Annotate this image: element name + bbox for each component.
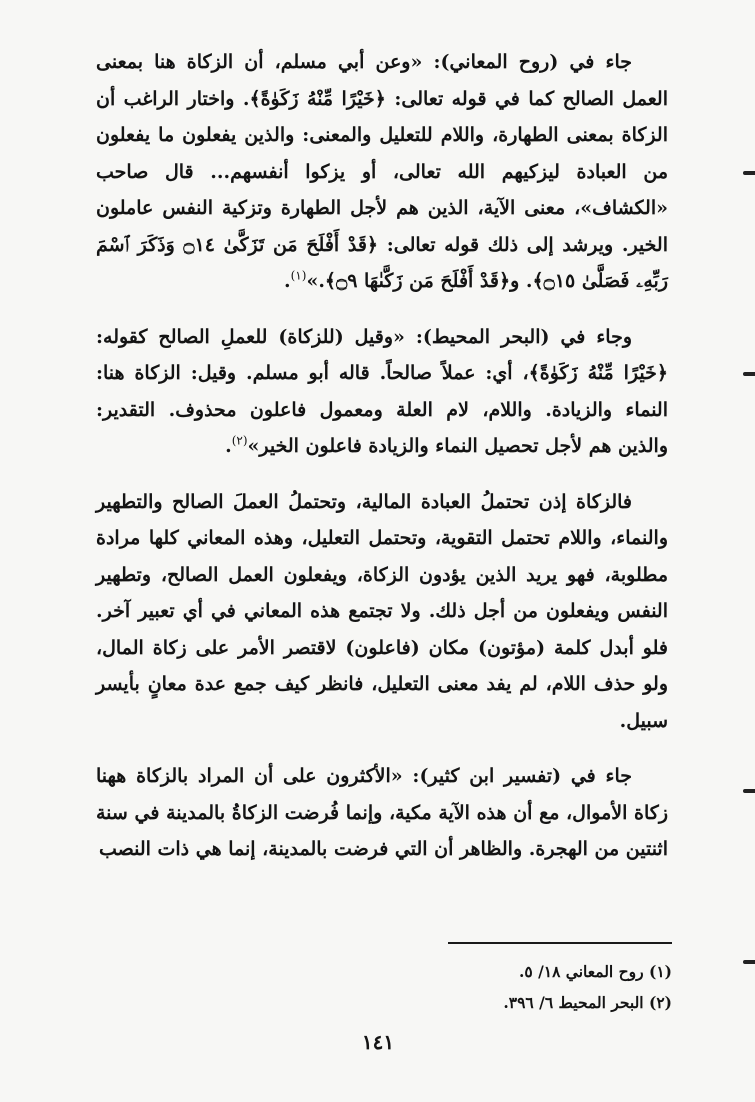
paragraph-ibn-kathir <box>96 758 668 868</box>
page-edge-mark <box>743 789 755 793</box>
paragraph-commentary <box>96 484 668 740</box>
page-number: ١٤١ <box>361 1030 395 1054</box>
footnotes <box>200 956 672 1018</box>
paragraph-text: فالزكاة إذن تحتملُ العبادة المالية، وتحتملُ العملَ الصالح والتطهير والنماء، واللام تحتمل التقوية، وتحتمل التعليل، وهذه المعاني كلها مرادة مطلوبة، فهو يريد الذين يؤدون الزكاة، ويفعلون العمل الصالح، وتطهير النفس ويفعلون من أجل ذلك. ولا تجتمع هذه المعاني في أي تعبير آخر. فلو أبدل كلمة (مؤتون) مكان (فاعلون) لاقتصر الأمر على زكاة المال، ولو حذف اللام، لم يفد معنى التعليل، فانظر كيف جمع عدة معانٍ بأيسر سبيل. <box>96 490 668 732</box>
paragraph-al-bahr-al-muhit <box>96 319 668 465</box>
page-edge-mark <box>743 372 755 376</box>
page-edge-mark <box>743 960 755 964</box>
paragraph-text: جاء في (تفسير ابن كثير): «الأكثرون على أن المراد بالزكاة ههنا زكاة الأموال، مع أن هذه الآية مكية، وإنما فُرضت الزكاةُ بالمدينة في سنة اثنتين من الهجرة. والظاهر أن التي فرضت بالمدينة، إنما هي ذات النصب <box>96 765 668 860</box>
page-edge-mark <box>743 171 755 175</box>
footnote-ref-2: (٢) <box>231 433 248 448</box>
paragraph-tail: . <box>283 270 291 292</box>
paragraph-tail: . <box>225 435 232 457</box>
footnote-1: (١) روح المعاني ١٨/ ٥. <box>518 962 672 981</box>
paragraph-text: جاء في (روح المعاني): «وعن أبي مسلم، أن الزكاة هنا بمعنى العمل الصالح كما في قوله تعالى: ﴿خَيْرًا مِّنْهُ زَكَوٰةً﴾. واختار الراغب أن الزكاة بمعنى الطهارة، واللام للتعليل والمعنى: والذين يفعلون ما يفعلون من العبادة ليزكيهم الله تعالى، أو يزكوا أنفسهم... قال صاحب «الكشاف»، معنى الآية، الذين هم لأجل الطهارة وتزكية النفس عاملون الخير. ويرشد إلى ذلك قوله تعالى: ﴿قَدْ أَفْلَحَ مَن تَزَكَّىٰ ۝١٤ وَذَكَرَ ٱسْمَ رَبِّهِۦ فَصَلَّىٰ ۝١٥﴾. و﴿قَدْ أَفْلَحَ مَن زَكَّىٰهَا ۝٩﴾.» <box>96 51 668 292</box>
paragraph-text: وجاء في (البحر المحيط): «وقيل (للزكاة) للعملِ الصالح كقوله: ﴿خَيْرًا مِّنْهُ زَكَوٰةً﴾، أي: عملاً صالحاً. قاله أبو مسلم. وقيل: الزكاة هنا: النماء والزيادة. واللام، لام العلة ومعمول فاعلون محذوف. التقدير: والذين هم لأجل تحصيل النماء والزيادة فاعلون الخير» <box>96 325 668 457</box>
paragraph-ruh-al-maani <box>96 44 668 300</box>
footnote-divider <box>448 942 672 944</box>
footnote-2: (٢) البحر المحيط ٦/ ٣٩٦. <box>503 993 672 1012</box>
main-text <box>96 44 668 868</box>
footnote-ref-1: (١) <box>290 268 307 283</box>
